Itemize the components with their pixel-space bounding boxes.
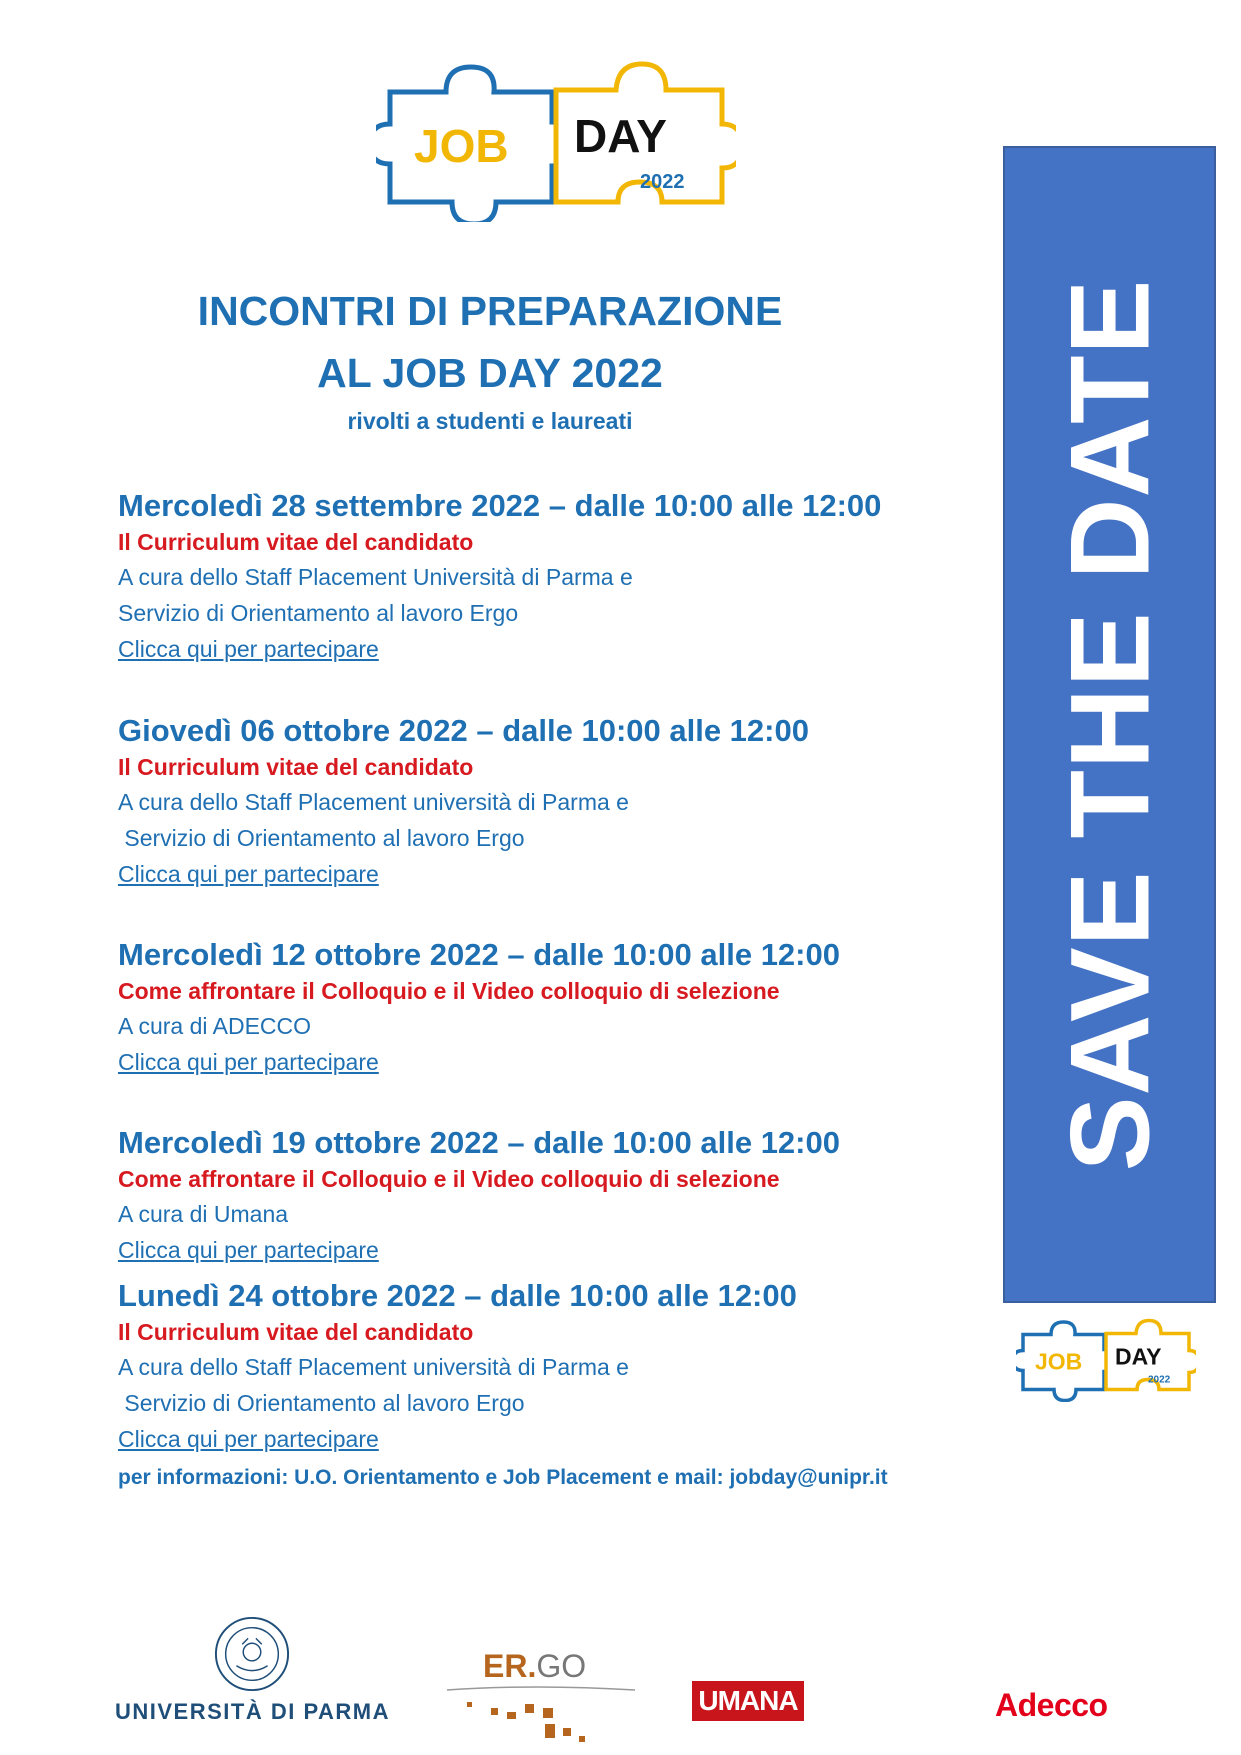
event-organizer: Servizio di Orientamento al lavoro Ergo bbox=[118, 825, 525, 851]
event-organizer: A cura dello Staff Placement università di Parma e bbox=[118, 789, 629, 815]
ergo-logo bbox=[445, 1648, 645, 1748]
job-day-logo-small bbox=[1016, 1312, 1196, 1402]
ergo-er-text: ER. bbox=[483, 1648, 537, 1684]
page-subtitle: rivolti a studenti e laureati bbox=[347, 408, 633, 434]
job-day-logo bbox=[376, 52, 736, 222]
event-topic: Il Curriculum vitae del candidato bbox=[118, 529, 474, 555]
join-link[interactable]: Clicca qui per partecipare bbox=[118, 1426, 379, 1452]
event-topic: Come affrontare il Colloquio e il Video colloquio di selezione bbox=[118, 1166, 780, 1192]
logo-day-text: DAY bbox=[574, 110, 667, 162]
banner-text: SAVE THE DATE bbox=[1047, 278, 1172, 1171]
event-organizer: Servizio di Orientamento al lavoro Ergo bbox=[118, 600, 519, 626]
event-date: Giovedì 06 ottobre 2022 – dalle 10:00 alle 12:00 bbox=[118, 713, 809, 748]
join-link[interactable]: Clicca qui per partecipare bbox=[118, 1237, 379, 1263]
contact-info: per informazioni: U.O. Orientamento e Job Placement e mail: jobday@unipr.it bbox=[118, 1466, 888, 1489]
page-title-line1: INCONTRI DI PREPARAZIONE bbox=[197, 288, 783, 334]
save-the-date-banner bbox=[1003, 146, 1216, 1303]
logo-small-year-text: 2022 bbox=[1148, 1374, 1171, 1386]
event-date: Mercoledì 12 ottobre 2022 – dalle 10:00 alle 12:00 bbox=[118, 937, 840, 972]
umana-logo: UMANA bbox=[692, 1681, 804, 1721]
event-item bbox=[118, 1124, 978, 1268]
ergo-go-text: GO bbox=[536, 1648, 587, 1684]
event-organizer: Servizio di Orientamento al lavoro Ergo bbox=[118, 1390, 525, 1416]
event-organizer: A cura di ADECCO bbox=[118, 1013, 312, 1039]
join-link[interactable]: Clicca qui per partecipare bbox=[118, 1049, 379, 1075]
event-item bbox=[118, 487, 978, 667]
university-name: UNIVERSITÀ DI PARMA bbox=[115, 1699, 390, 1724]
logo-job-text: JOB bbox=[414, 120, 509, 172]
event-organizer: A cura dello Staff Placement università di Parma e bbox=[118, 1354, 629, 1380]
university-seal-icon bbox=[213, 1615, 291, 1693]
page-title-line2: AL JOB DAY 2022 bbox=[317, 350, 663, 396]
ergo-squares-icon bbox=[445, 1684, 645, 1748]
logo-small-day-text: DAY bbox=[1115, 1343, 1162, 1370]
event-date: Lunedì 24 ottobre 2022 – dalle 10:00 alle 12:00 bbox=[118, 1278, 797, 1313]
logo-small-job-text: JOB bbox=[1035, 1348, 1083, 1375]
event-topic: Il Curriculum vitae del candidato bbox=[118, 1319, 474, 1345]
join-link[interactable]: Clicca qui per partecipare bbox=[118, 861, 379, 887]
adecco-logo: Adecco bbox=[995, 1687, 1108, 1723]
ergo-wordmark bbox=[483, 1648, 586, 1685]
event-item bbox=[118, 936, 978, 1080]
event-date: Mercoledì 19 ottobre 2022 – dalle 10:00 alle 12:00 bbox=[118, 1125, 840, 1160]
event-item bbox=[118, 712, 978, 892]
event-topic: Come affrontare il Colloquio e il Video colloquio di selezione bbox=[118, 978, 780, 1004]
event-organizer: A cura di Umana bbox=[118, 1201, 289, 1227]
event-item bbox=[118, 1277, 978, 1457]
event-topic: Il Curriculum vitae del candidato bbox=[118, 754, 474, 780]
join-link[interactable]: Clicca qui per partecipare bbox=[118, 636, 379, 662]
event-date: Mercoledì 28 settembre 2022 – dalle 10:00 alle 12:00 bbox=[118, 488, 882, 523]
university-of-parma-logo bbox=[113, 1615, 393, 1725]
event-organizer: A cura dello Staff Placement Università di Parma e bbox=[118, 564, 633, 590]
logo-year-text: 2022 bbox=[640, 171, 685, 193]
